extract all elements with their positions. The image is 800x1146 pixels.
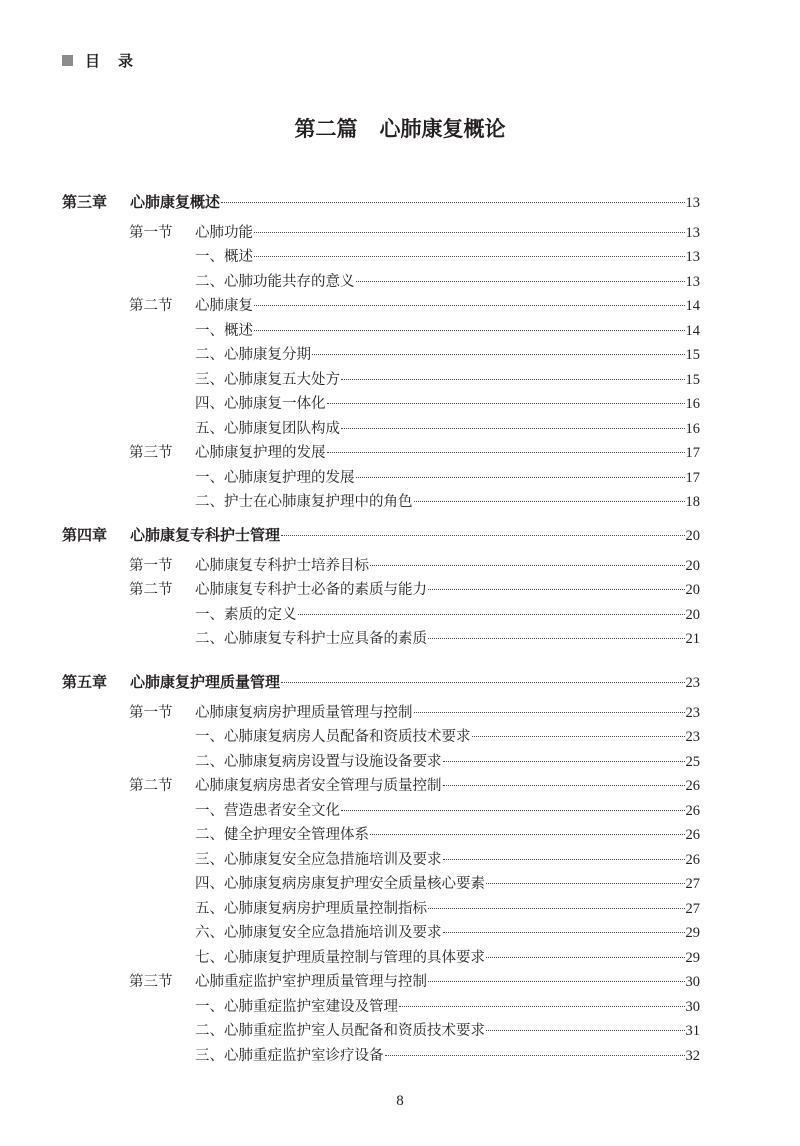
section-entry-page: 17 (685, 445, 700, 461)
subsection-entry[interactable] (195, 800, 700, 822)
subsection-entry[interactable] (195, 271, 700, 293)
subsection-entry-title: 一、概述 (195, 249, 253, 265)
subsection-entry-page: 14 (685, 322, 700, 339)
dot-leader (428, 638, 685, 639)
subsection-entry-title: 三、心肺康复五大处方 (195, 371, 340, 388)
section-entry-number: 第一节 (129, 557, 173, 574)
subsection-entry-title: 一、心肺康复护理的发展 (195, 469, 355, 486)
subsection-entry[interactable] (195, 849, 700, 871)
subsection-entry[interactable] (195, 898, 700, 920)
section-entry-number: 第一节 (129, 704, 173, 721)
chapter-entry-title: 心肺康复概述 (130, 193, 221, 211)
subsection-entry[interactable] (195, 320, 700, 342)
subsection-entry-title: 五、心肺康复团队构成 (195, 420, 340, 437)
subsection-entry-title: 三、心肺重症监护室诊疗设备 (195, 1047, 384, 1064)
dot-leader (221, 202, 684, 203)
subsection-entry[interactable] (195, 344, 700, 366)
subsection-entry-page: 18 (685, 494, 700, 510)
dot-leader (312, 354, 685, 355)
subsection-entry-page: 29 (685, 925, 700, 941)
chapter-entry-page: 23 (685, 675, 700, 691)
subsection-entry[interactable] (195, 996, 700, 1018)
dot-leader (385, 1055, 685, 1056)
dot-leader (254, 330, 685, 331)
section-entry[interactable] (129, 775, 700, 797)
subsection-entry[interactable] (195, 418, 700, 440)
dot-leader (341, 810, 685, 811)
section-entry-number: 第三节 (129, 974, 173, 990)
section-entry-page: 30 (685, 974, 700, 990)
subsection-entry-page: 13 (685, 249, 700, 265)
subsection-entry-page: 23 (685, 729, 700, 745)
subsection-entry[interactable] (195, 947, 700, 969)
subsection-entry-title: 二、心肺康复病房设置与设施设备要求 (195, 753, 442, 770)
subsection-entry-page: 30 (685, 998, 700, 1015)
subsection-entry-title: 一、心肺康复病房人员配备和资质技术要求 (195, 729, 471, 745)
subsection-entry-page: 21 (685, 631, 700, 647)
section-entry-title: 心肺重症监护室护理质量管理与控制 (195, 974, 427, 990)
section-entry-number: 第三节 (129, 445, 173, 461)
subsection-entry-page: 16 (685, 396, 700, 412)
subsection-entry[interactable] (195, 824, 700, 846)
chapter-entry-title: 心肺康复护理质量管理 (130, 673, 281, 691)
section-entry-number: 第二节 (129, 778, 173, 794)
dot-leader (486, 883, 685, 884)
subsection-entry-title: 二、健全护理安全管理体系 (195, 827, 369, 843)
dot-leader (443, 761, 685, 762)
subsection-entry-page: 25 (685, 753, 700, 770)
section-entry-number: 第二节 (129, 582, 173, 598)
subsection-entry[interactable] (195, 604, 700, 626)
square-bullet-icon (62, 55, 73, 66)
subsection-entry-page: 27 (685, 900, 700, 917)
subsection-entry-page: 26 (685, 851, 700, 868)
chapter-entry-number: 第四章 (62, 526, 108, 544)
section-entry-page: 20 (685, 557, 700, 574)
subsection-entry[interactable] (195, 922, 700, 944)
subsection-entry-page: 13 (685, 273, 700, 290)
chapter-entry-number: 第五章 (62, 673, 108, 691)
dot-leader (327, 403, 685, 404)
section-entry-page: 14 (685, 298, 700, 314)
section-entry-title: 心肺康复护理的发展 (195, 445, 326, 461)
subsection-entry-title: 四、心肺康复病房康复护理安全质量核心要素 (195, 876, 485, 892)
subsection-entry[interactable] (195, 751, 700, 773)
subsection-entry-page: 26 (685, 802, 700, 819)
subsection-entry-title: 二、心肺康复专科护士应具备的素质 (195, 631, 427, 647)
subsection-entry[interactable] (195, 1020, 700, 1042)
dot-leader (443, 932, 685, 933)
part-number: 第二篇 (294, 117, 358, 141)
subsection-entry-title: 二、心肺功能共存的意义 (195, 273, 355, 290)
section-entry-number: 第一节 (129, 224, 173, 241)
dot-leader (472, 736, 685, 737)
section-entry[interactable] (129, 555, 700, 577)
chapter-entry-title: 心肺康复专科护士管理 (130, 526, 281, 544)
section-entry-page: 26 (685, 778, 700, 794)
subsection-entry-title: 六、心肺康复安全应急措施培训及要求 (195, 925, 442, 941)
page-number: 8 (396, 1093, 404, 1109)
dot-leader (486, 1030, 685, 1031)
dot-leader (414, 501, 685, 502)
subsection-entry-page: 27 (685, 876, 700, 892)
subsection-entry[interactable] (195, 628, 700, 650)
section-entry[interactable] (129, 295, 700, 317)
subsection-entry-title: 七、心肺康复护理质量控制与管理的具体要求 (195, 949, 485, 966)
subsection-entry[interactable] (195, 726, 700, 748)
dot-leader (327, 452, 685, 453)
dot-leader (298, 614, 685, 615)
section-entry[interactable] (129, 222, 700, 244)
subsection-entry-title: 二、心肺重症监护室人员配备和资质技术要求 (195, 1023, 485, 1039)
subsection-entry-page: 29 (685, 949, 700, 966)
dot-leader (370, 834, 685, 835)
dot-leader (414, 712, 685, 713)
subsection-entry[interactable] (195, 369, 700, 391)
dot-leader (254, 232, 685, 233)
dot-leader (443, 859, 685, 860)
subsection-entry-page: 17 (685, 469, 700, 486)
dot-leader (356, 477, 685, 478)
part-name: 心肺康复概论 (379, 117, 506, 141)
subsection-entry-page: 31 (685, 1023, 700, 1039)
dot-leader (254, 256, 685, 257)
chapter-entry-number: 第三章 (62, 193, 108, 211)
subsection-entry-title: 五、心肺康复病房护理质量控制指标 (195, 900, 427, 917)
subsection-entry[interactable] (195, 491, 700, 513)
chapter-entry[interactable] (62, 524, 700, 546)
section-entry-title: 心肺康复专科护士必备的素质与能力 (195, 582, 427, 598)
subsection-entry[interactable] (195, 1045, 700, 1067)
subsection-entry-page: 26 (685, 827, 700, 843)
dot-leader (428, 981, 685, 982)
dot-leader (428, 908, 685, 909)
dot-leader (443, 785, 685, 786)
subsection-entry-page: 16 (685, 420, 700, 437)
section-entry-number: 第二节 (129, 298, 173, 314)
subsection-entry-title: 一、素质的定义 (195, 606, 297, 623)
section-entry-page: 13 (685, 224, 700, 241)
part-title (0, 113, 800, 143)
subsection-entry-title: 三、心肺康复安全应急措施培训及要求 (195, 851, 442, 868)
subsection-entry[interactable] (195, 246, 700, 268)
chapter-entry[interactable] (62, 191, 700, 213)
subsection-entry[interactable] (195, 467, 700, 489)
section-entry[interactable] (129, 971, 700, 993)
section-entry-title: 心肺功能 (195, 224, 253, 241)
subsection-entry-title: 二、心肺康复分期 (195, 347, 311, 363)
section-entry[interactable] (129, 702, 700, 724)
dot-leader (281, 535, 684, 536)
running-header (62, 50, 151, 70)
section-entry-title: 心肺康复专科护士培养目标 (195, 557, 369, 574)
dot-leader (356, 281, 685, 282)
chapter-entry-page: 20 (685, 528, 700, 544)
section-entry-page: 20 (685, 582, 700, 598)
subsection-entry-page: 15 (685, 347, 700, 363)
dot-leader (399, 1006, 685, 1007)
section-entry-page: 23 (685, 704, 700, 721)
dot-leader (341, 428, 685, 429)
subsection-entry-title: 一、心肺重症监护室建设及管理 (195, 998, 398, 1015)
dot-leader (370, 565, 685, 566)
dot-leader (428, 589, 685, 590)
chapter-entry[interactable] (62, 671, 700, 693)
section-entry[interactable] (129, 579, 700, 601)
subsection-entry-page: 15 (685, 371, 700, 388)
subsection-entry-title: 二、护士在心肺康复护理中的角色 (195, 494, 413, 510)
chapter-entry-page: 13 (685, 195, 700, 211)
section-entry-title: 心肺康复病房护理质量管理与控制 (195, 704, 413, 721)
dot-leader (281, 682, 684, 683)
dot-leader (254, 305, 685, 306)
subsection-entry-title: 一、营造患者安全文化 (195, 802, 340, 819)
section-entry[interactable] (129, 442, 700, 464)
dot-leader (486, 957, 685, 958)
subsection-entry-title: 一、概述 (195, 322, 253, 339)
subsection-entry-page: 32 (685, 1047, 700, 1064)
dot-leader (341, 379, 685, 380)
section-entry-title: 心肺康复 (195, 298, 253, 314)
subsection-entry[interactable] (195, 393, 700, 415)
section-entry-title: 心肺康复病房患者安全管理与质量控制 (195, 778, 442, 794)
subsection-entry[interactable] (195, 873, 700, 895)
header-label: 目录 (85, 51, 152, 70)
subsection-entry-page: 20 (685, 606, 700, 623)
subsection-entry-title: 四、心肺康复一体化 (195, 396, 326, 412)
